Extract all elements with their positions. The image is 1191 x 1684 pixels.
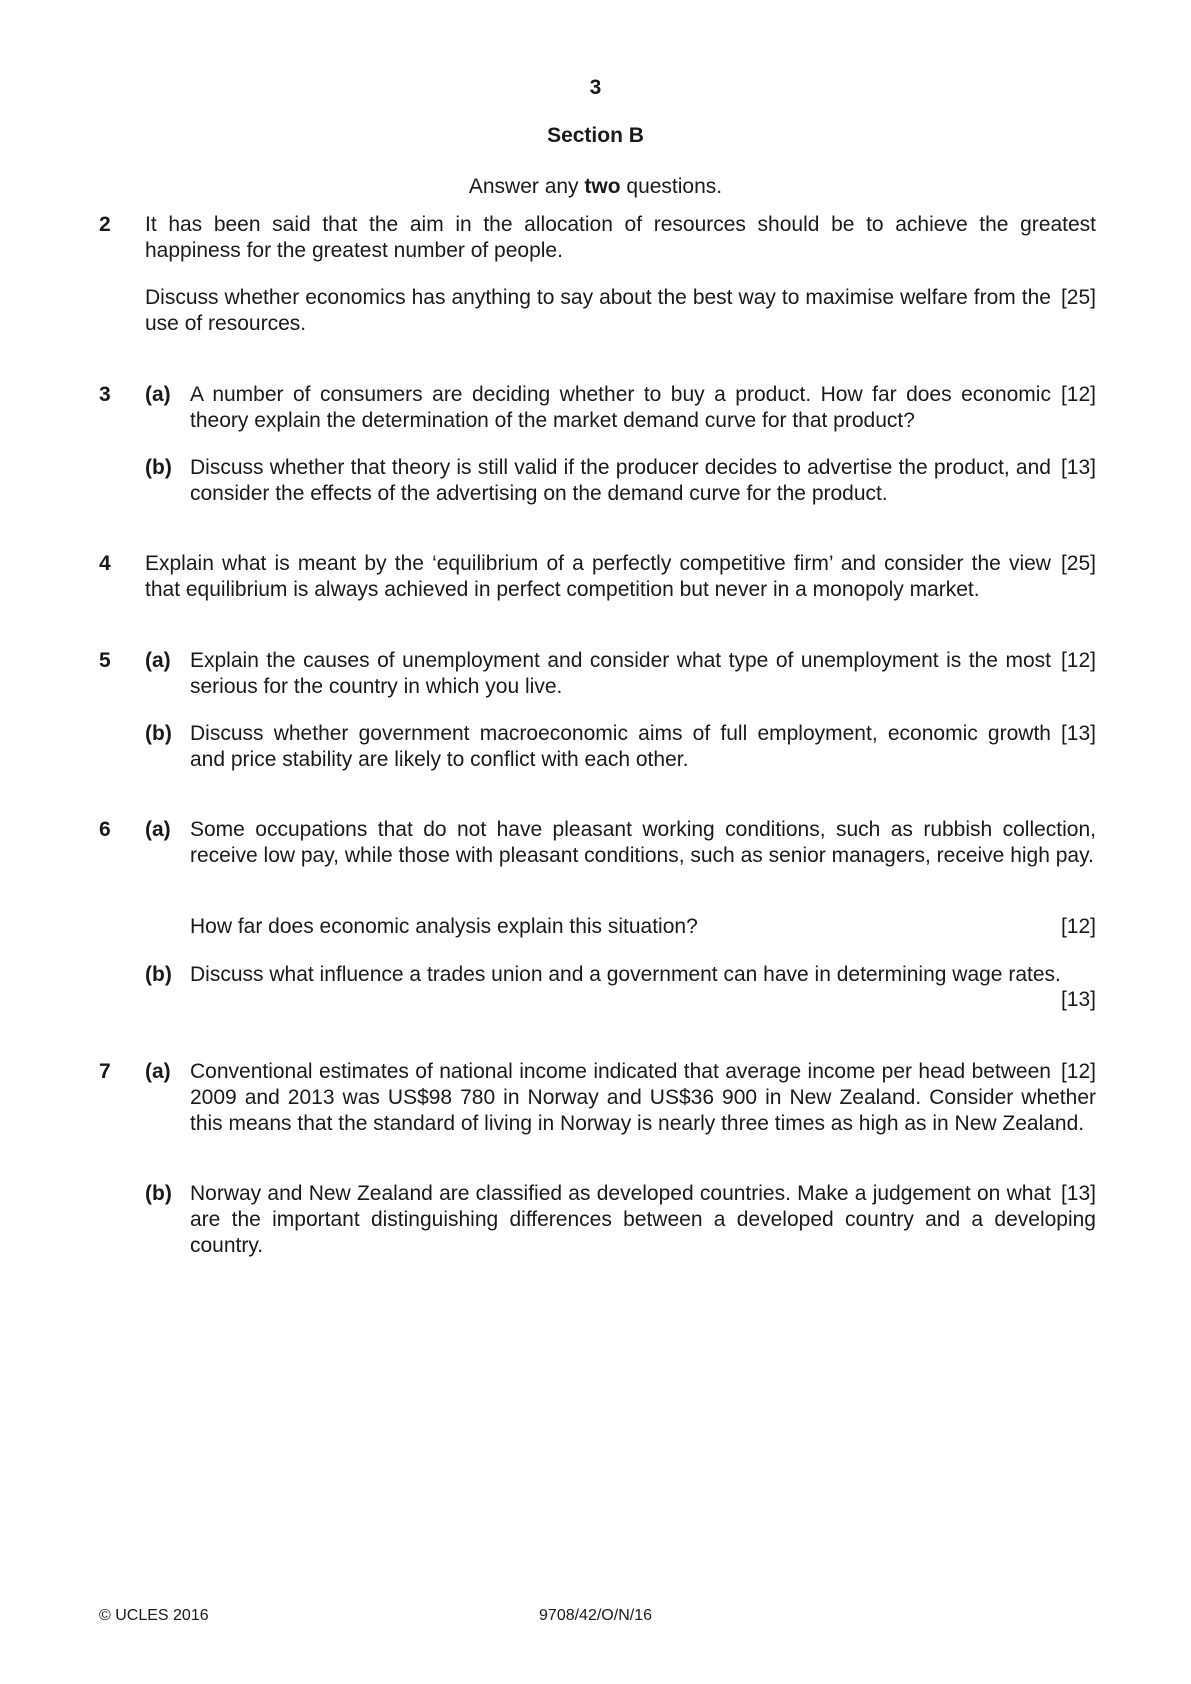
question-text (145, 551, 1096, 603)
question-text-body: Explain what is meant by the ‘equilibrium of a perfectly competitive firm’ and consider the view that equilibrium is always achieved in perfect competition but never in a monopoly market. (145, 552, 1051, 601)
question-part-body: Explain the causes of unemployment and consider what type of unemployment is the most serious for the country in which you live. (190, 649, 1051, 698)
instruction-text: Answer any (468, 175, 585, 198)
copyright: © UCLES 2016 (99, 1607, 209, 1624)
marks: [13] (1060, 722, 1096, 745)
question-part-text (190, 914, 1096, 940)
instruction (0, 175, 1191, 199)
marks: [13] (1060, 456, 1096, 479)
marks: [25] (1060, 286, 1096, 309)
part-label: (a) (145, 818, 171, 841)
question-part-body: Norway and New Zealand are classified as developed countries. Make a judgement on what are the important distinguishing differences between a developed country and a developing country. (190, 1182, 1096, 1257)
question-part-body: Conventional estimates of national income indicated that average income per head between 2009 and 2013 was US$98 780 in Norway and US$36 900 in New Zealand. Consider whether this means that the standard of living in Norway is nearly three times as high as in New Zealand. (190, 1060, 1096, 1135)
question-part-text (190, 1181, 1096, 1259)
question-part-text (190, 455, 1096, 507)
page-number: 3 (589, 76, 602, 99)
question-number: 6 (99, 818, 111, 841)
question-part-text (190, 648, 1096, 700)
question-part-body: Discuss whether that theory is still valid if the producer decides to advertise the product, and consider the effects of the advertising on the demand curve for the product. (190, 456, 1051, 505)
instruction-bold: two (584, 175, 621, 198)
question-number: 7 (99, 1060, 111, 1083)
question-text (145, 285, 1096, 337)
question-part-text (190, 1059, 1096, 1137)
question-part-text: Some occupations that do not have pleasant working conditions, such as rubbish collection, receive low pay, while those with pleasant conditions, such as senior managers, receive high pay. (190, 818, 1096, 867)
section-title: Section B (547, 124, 644, 147)
marks: [12] (1060, 649, 1096, 672)
marks: [12] (1060, 383, 1096, 406)
question-number: 4 (99, 552, 111, 575)
instruction-text-end: questions. (620, 175, 723, 198)
question-number: 3 (99, 383, 111, 406)
question-part-text: Discuss what influence a trades union and a government can have in determining wage rates. (190, 963, 1061, 986)
part-label: (a) (145, 383, 171, 406)
part-label: (a) (145, 649, 171, 672)
question-part-text (190, 721, 1096, 773)
part-label: (b) (145, 1182, 172, 1205)
question-number: 2 (99, 213, 111, 236)
question-part-body: A number of consumers are deciding whether to buy a product. How far does economic theory explain the determination of the market demand curve for that product? (190, 383, 1051, 432)
part-label: (b) (145, 456, 172, 479)
part-label: (a) (145, 1060, 171, 1083)
part-label: (b) (145, 963, 172, 986)
marks: [13] (1060, 988, 1096, 1011)
paper-code: 9708/42/O/N/16 (539, 1607, 652, 1624)
marks: [25] (1060, 552, 1096, 575)
marks: [13] (1060, 1182, 1096, 1205)
question-text-body: Discuss whether economics has anything to say about the best way to maximise welfare from the use of resources. (145, 286, 1051, 335)
question-part-body: How far does economic analysis explain this situation? (190, 915, 698, 938)
question-number: 5 (99, 649, 111, 672)
marks: [12] (1060, 1060, 1096, 1083)
question-part-text (190, 382, 1096, 434)
marks: [12] (1060, 915, 1096, 938)
question-part-body: Discuss whether government macroeconomic aims of full employment, economic growth and price stability are likely to conflict with each other. (190, 722, 1051, 771)
question-text: It has been said that the aim in the allocation of resources should be to achieve the greatest happiness for the greatest number of people. (145, 213, 1096, 262)
part-label: (b) (145, 722, 172, 745)
